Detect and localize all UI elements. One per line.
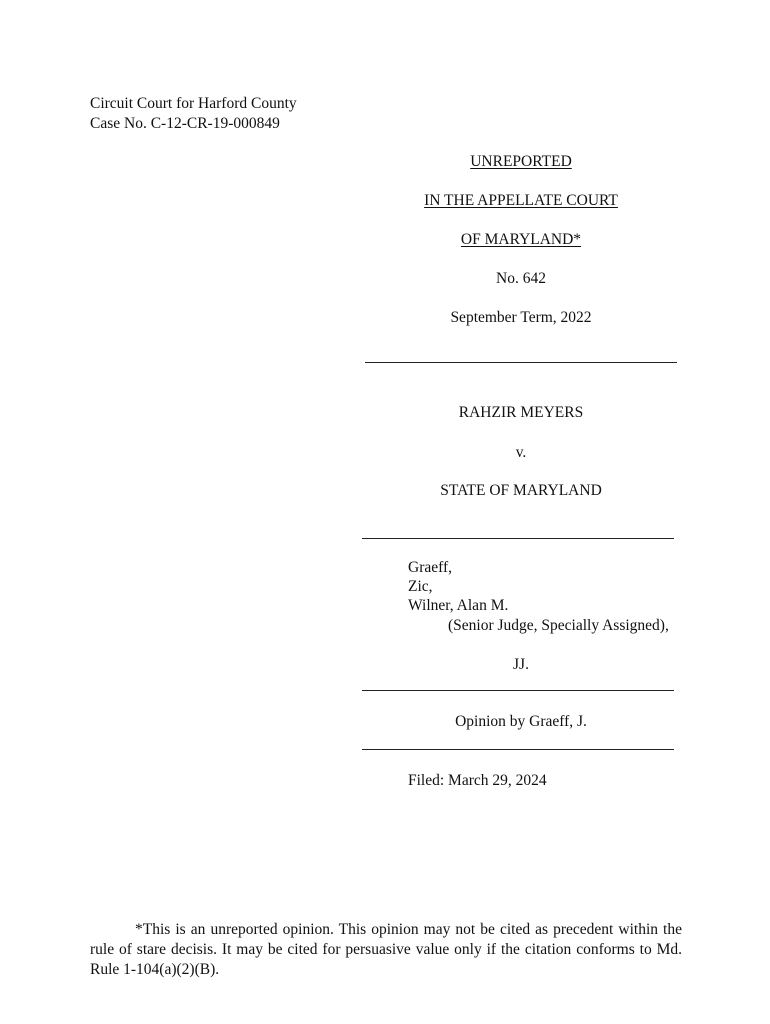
- caption-rule-2: [362, 538, 674, 539]
- caption-rule-3: [362, 690, 674, 691]
- opinion-author: Opinion by Graeff, J.: [455, 713, 587, 730]
- appellee-name: STATE OF MARYLAND: [440, 482, 602, 499]
- judge-wilner: Wilner, Alan M.: [408, 597, 509, 614]
- judges-suffix: JJ.: [513, 656, 529, 673]
- caption-rule-1: [365, 362, 677, 363]
- judge-zic: Zic,: [408, 578, 433, 595]
- unreported-label: UNREPORTED: [470, 153, 572, 170]
- appellant-name: RAHZIR MEYERS: [458, 404, 584, 421]
- versus-label: v.: [515, 444, 527, 461]
- lower-court-case-number: Case No. C-12-CR-19-000849: [90, 115, 280, 132]
- lower-court-name: Circuit Court for Harford County: [90, 95, 297, 112]
- appellate-court-name-line1: IN THE APPELLATE COURT: [424, 192, 618, 209]
- senior-judge-note: (Senior Judge, Specially Assigned),: [448, 617, 669, 634]
- filed-date: Filed: March 29, 2024: [408, 772, 547, 789]
- court-term: September Term, 2022: [450, 309, 592, 326]
- judge-graeff: Graeff,: [408, 559, 453, 576]
- footnote-text: *This is an unreported opinion. This opinion may not be cited as precedent within the rule of stare decisis. It may be cited for persuasive value only if the citation conforms to Md. Rule 1-104(a)(2)(B).: [90, 921, 682, 978]
- appellate-court-name-line2: OF MARYLAND*: [460, 231, 582, 248]
- caption-rule-4: [362, 749, 674, 750]
- unreported-footnote: [90, 920, 682, 980]
- case-number: No. 642: [496, 270, 546, 287]
